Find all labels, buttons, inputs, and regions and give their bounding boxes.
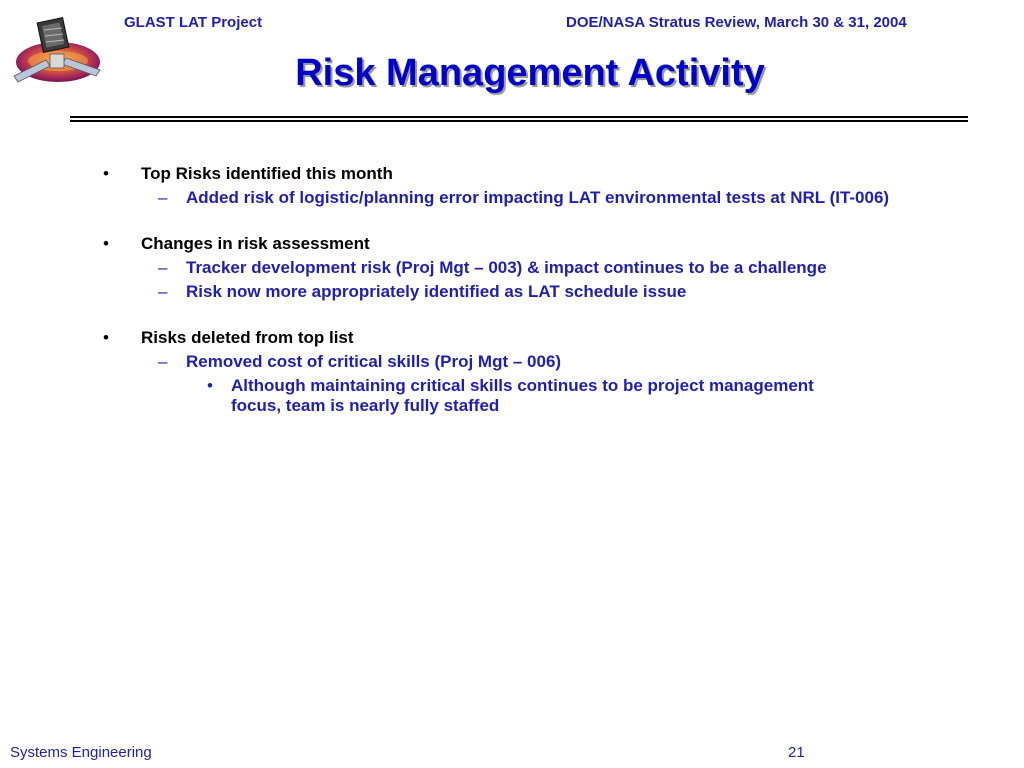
sub-bullet-text: Tracker development risk (Proj Mgt – 003) & impact continues to be a challenge: [186, 258, 827, 277]
sub-bullet-item: [158, 188, 898, 208]
bullet-text: Top Risks identified this month: [141, 164, 393, 183]
page-number: 21: [788, 744, 805, 761]
dash-marker: –: [158, 258, 168, 277]
dash-marker: –: [158, 352, 168, 371]
review-name: DOE/NASA Stratus Review, March 30 & 31, 2004: [566, 14, 907, 31]
title-divider-bottom: [70, 120, 968, 122]
bullet-marker: •: [207, 376, 213, 395]
dash-marker: –: [158, 188, 168, 207]
bullet-item: [103, 164, 901, 184]
bullet-marker: •: [103, 328, 109, 347]
slide-body: [0, 164, 1024, 442]
section-deleted: [0, 328, 1024, 416]
sub-sub-bullet-text: Although maintaining critical skills continues to be project management focus, team is nearly fully staffed: [231, 376, 814, 415]
slide-title: Risk Management Activity: [295, 52, 765, 94]
bullet-text: Changes in risk assessment: [141, 234, 370, 253]
sub-sub-bullet-item: [207, 376, 831, 416]
sub-bullet-item: [158, 258, 898, 278]
sub-bullet-text: Added risk of logistic/planning error impacting LAT environmental tests at NRL (IT-006): [186, 188, 890, 207]
sub-bullet-text: Removed cost of critical skills (Proj Mgt – 006): [186, 352, 562, 371]
sub-bullet-text: Risk now more appropriately identified as LAT schedule issue: [186, 282, 687, 301]
bullet-item: [103, 328, 901, 348]
dash-marker: –: [158, 282, 168, 301]
footer-department: Systems Engineering: [10, 744, 152, 761]
sub-bullet-item: [158, 352, 898, 372]
bullet-marker: •: [103, 164, 109, 183]
bullet-marker: •: [103, 234, 109, 253]
sub-bullet-item: [158, 282, 898, 302]
title-divider-top: [70, 116, 968, 118]
project-name: GLAST LAT Project: [124, 14, 263, 31]
section-changes: [0, 234, 1024, 302]
section-top-risks: [0, 164, 1024, 208]
bullet-text: Risks deleted from top list: [141, 328, 354, 347]
bullet-item: [103, 234, 901, 254]
